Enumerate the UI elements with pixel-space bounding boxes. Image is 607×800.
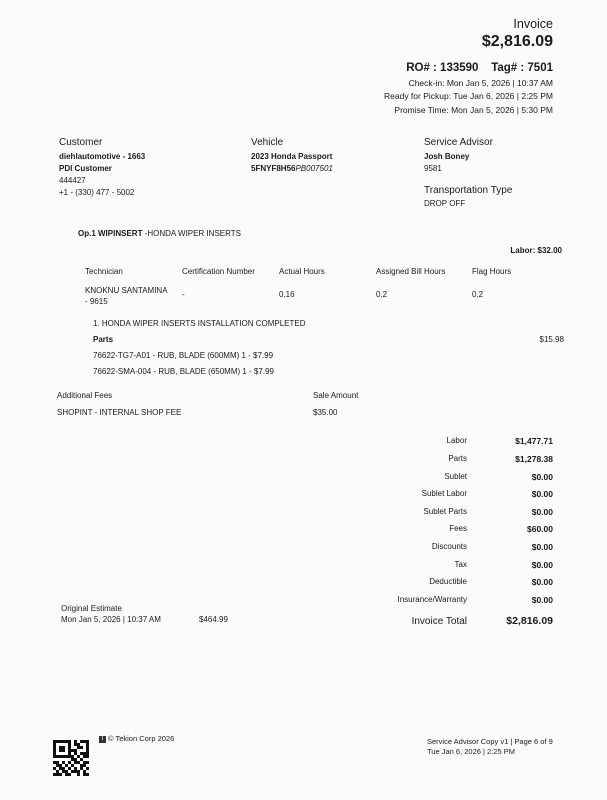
total-label-fees: Fees (449, 524, 467, 533)
total-value-insurance: $0.00 (531, 595, 553, 605)
total-label-sublet-labor: Sublet Labor (421, 489, 467, 498)
col-assigned-hours: Assigned Bill Hours (376, 267, 446, 276)
doc-type: Invoice (513, 17, 553, 31)
tekion-logo-icon: T (100, 735, 105, 742)
total-label-tax: Tax (454, 560, 467, 569)
vehicle-heading: Vehicle (251, 137, 284, 148)
promise-time: Promise Time: Mon Jan 5, 2026 | 5:30 PM (394, 104, 553, 115)
col-actual-hours: Actual Hours (279, 267, 325, 276)
part-line-1: 76622-TG7-A01 - RUB, BLADE (600MM) 1 - $7.99 (93, 351, 274, 360)
customer-phone: +1 - (330) 477 - 5002 (59, 188, 135, 197)
fees-amount-heading: Sale Amount (313, 391, 359, 400)
advisor-heading: Service Advisor (424, 137, 493, 148)
total-value-fees: $60.00 (527, 524, 553, 534)
op-code: Op.1 WIPINSERT (78, 229, 143, 238)
technician-name (85, 285, 168, 307)
estimate-amount: $464.99 (199, 615, 228, 624)
printed-time: Tue Jan 6, 2026 | 2:25 PM (427, 747, 515, 756)
op-desc: -HONDA WIPER INSERTS (142, 229, 241, 238)
advisor-section (424, 137, 512, 210)
vin-prefix: 5FNYF8H56 (251, 164, 296, 173)
col-flag-hours: Flag Hours (472, 267, 512, 276)
vin-suffix: PB007501 (295, 164, 333, 173)
ready-time: Ready for Pickup: Tue Jan 6, 2026 | 2:25 PM (384, 91, 553, 102)
total-value-discounts: $0.00 (531, 542, 553, 552)
estimate-date: Mon Jan 5, 2026 | 10:37 AM (61, 615, 161, 624)
vehicle-vin (251, 163, 333, 175)
flag-hours-value: 0.2 (472, 290, 484, 299)
total-label-sublet-parts: Sublet Parts (423, 507, 467, 516)
total-value-tax: $0.00 (531, 560, 553, 570)
actual-hours-value: 0.16 (279, 290, 295, 299)
total-label-deductible: Deductible (429, 577, 467, 586)
customer-section (59, 137, 145, 199)
customer-name: diehlautomotive - 1663 (59, 152, 146, 161)
footer-copyright (99, 734, 174, 743)
certification-value: - (182, 290, 185, 299)
total-label-discounts: Discounts (431, 542, 467, 551)
invoice-header (384, 17, 553, 117)
total-value-parts: $1,278.38 (515, 454, 553, 464)
fees-heading: Additional Fees (57, 391, 113, 400)
total-value-deductible: $0.00 (531, 577, 553, 587)
col-certification: Certification Number (182, 267, 255, 276)
transport-type: DROP OFF (424, 199, 466, 208)
operation-title (78, 229, 241, 238)
fee-item: SHOPINT - INTERNAL SHOP FEE (57, 408, 182, 417)
total-label-insurance: Insurance/Warranty (397, 595, 467, 604)
qr-code (53, 740, 89, 776)
customer-id: 444427 (59, 176, 86, 185)
advisor-name: Josh Boney (424, 152, 470, 161)
parts-total: $15.98 (539, 335, 564, 344)
checkin-time: Check-in: Mon Jan 5, 2026 | 10:37 AM (408, 78, 553, 88)
vehicle-section (251, 137, 333, 175)
total-label-sublet: Sublet (444, 472, 467, 481)
total-value-labor: $1,477.71 (515, 436, 553, 446)
invoice-total-value: $2,816.09 (506, 615, 553, 627)
total-value-sublet-parts: $0.00 (531, 507, 553, 517)
tech-line1: KNOKNU SANTAMINA (85, 286, 168, 295)
customer-type: PDI Customer (59, 164, 112, 173)
part-line-2: 76622-SMA-004 - RUB, BLADE (650MM) 1 - $7.99 (93, 367, 274, 376)
col-technician: Technician (85, 267, 123, 276)
tech-line2: - 9615 (85, 297, 108, 306)
total-value-sublet: $0.00 (531, 472, 553, 482)
ro-tag: RO# : 133590 Tag# : 7501 (406, 62, 553, 74)
parts-heading: Parts (93, 335, 114, 344)
advisor-id: 9581 (424, 164, 442, 173)
copy-page-info: Service Advisor Copy v1 | Page 6 of 9 (427, 737, 553, 746)
labor-amount: Labor: $32.00 (510, 246, 562, 255)
footer-copy-info (427, 737, 553, 757)
total-label-parts: Parts (448, 454, 467, 463)
estimate-heading: Original Estimate (61, 604, 122, 613)
assigned-hours-value: 0.2 (376, 290, 388, 299)
vehicle-model: 2023 Honda Passport (251, 152, 333, 161)
fee-amount: $35.00 (313, 408, 338, 417)
customer-heading: Customer (59, 137, 103, 148)
total-value-sublet-labor: $0.00 (531, 489, 553, 499)
transport-heading: Transportation Type (424, 185, 513, 196)
operation-note: 1. HONDA WIPER INSERTS INSTALLATION COMPLETED (93, 319, 306, 328)
copyright-text: © Tekion Corp 2026 (108, 734, 175, 743)
invoice-total-header: $2,816.09 (481, 33, 553, 50)
invoice-total-label: Invoice Total (411, 616, 467, 627)
total-label-labor: Labor (446, 436, 467, 445)
